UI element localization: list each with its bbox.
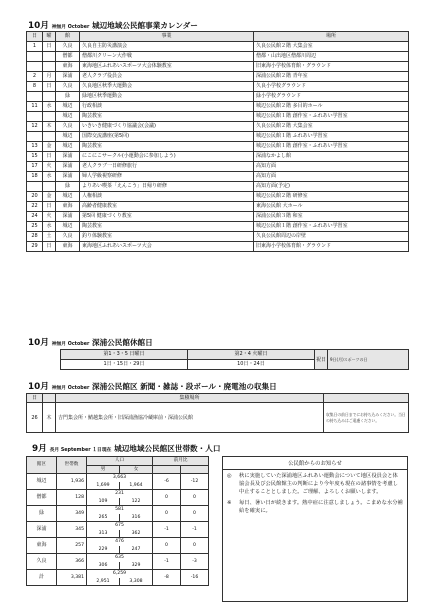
pop-households: 1,936 (57, 474, 87, 490)
calendar-row (27, 82, 409, 92)
pop-total: 476 (87, 538, 153, 546)
weekday-cell (43, 52, 56, 62)
pop-female: 1,964 (120, 482, 153, 490)
pop-total: 581 (87, 506, 153, 514)
pop-area: 緑 (27, 506, 57, 522)
weekday-cell: 土 (43, 232, 56, 242)
place-cell: 東海公民館 大ホール (254, 202, 409, 212)
place-cell: 緑小学校グラウンド (254, 92, 409, 102)
event-cell: 東海地区ふれあいスポーツ大会 (80, 242, 254, 252)
weekday-cell: 日 (43, 202, 56, 212)
header-day: 日 (27, 32, 43, 42)
pop-female: 316 (120, 514, 153, 522)
event-cell: 行政相談 (80, 102, 254, 112)
weekday-cell (43, 132, 56, 142)
population-row (27, 570, 209, 578)
notice-text: 毎日、暑い日が続きます。熱中症に注意しましょう。こまめな水分補給を確実に。 (239, 500, 403, 515)
header-weekday: 曜 (43, 32, 56, 42)
pop-diff-population: 0 (181, 490, 209, 506)
hall-cell: 久良 (56, 42, 80, 52)
place-cell: 深浦なかよし館 (254, 152, 409, 162)
notice-list (223, 470, 407, 516)
day-cell: 13 (27, 142, 43, 152)
weekday-cell: 水 (43, 222, 56, 232)
pop-male: 265 (87, 514, 120, 522)
calendar-header-row (27, 32, 409, 42)
calendar-row (27, 92, 409, 102)
day-cell: 15 (27, 152, 43, 162)
population-body (27, 474, 209, 586)
weekday-cell: 金 (43, 142, 56, 152)
weekday-cell: 金 (43, 192, 56, 202)
pop-diff-households: 0 (153, 538, 181, 554)
calendar-row (27, 162, 409, 172)
day-cell: 11 (27, 102, 43, 112)
pop-diff-population: -3 (181, 554, 209, 570)
calendar-title: 10月 神無月 October 城辺地域公民館事業カレンダー (28, 21, 198, 31)
hall-cell: 僧都 (56, 52, 80, 62)
notice-mark: ※ (227, 500, 232, 507)
pop-head-area: 館区 (27, 457, 57, 474)
event-cell: 陶芸教室 (80, 142, 254, 152)
calendar-row (27, 42, 409, 52)
pop-female: 3,308 (120, 578, 153, 586)
pop-total: 6,259 (87, 570, 153, 578)
day-cell (27, 62, 43, 72)
collection-title: 10月 神無月 October 深浦公民館区 新聞・雑誌・段ボール・廃電池の収集日 (28, 382, 277, 392)
hall-cell: 深浦 (56, 72, 80, 82)
pop-diff-households: -1 (153, 554, 181, 570)
day-cell (27, 182, 43, 192)
place-cell: 城辺公民館１階 創作室・ふれあい学習室 (254, 222, 409, 232)
hall-cell: 緑 (56, 92, 80, 102)
day-cell: 17 (27, 162, 43, 172)
weekday-cell: 水 (43, 102, 56, 112)
collection-note: 収集日の前日までにお持ち込みください。当日の持ち込みはご遠慮ください。 (324, 403, 409, 433)
calendar-row (27, 152, 409, 162)
day-cell: 24 (27, 212, 43, 222)
calendar-row (27, 232, 409, 242)
event-cell: よりあい喫茶「えんこう」日帰り研修 (80, 182, 254, 192)
place-cell: 旧東海小学校体育館・グラウンド (254, 242, 409, 252)
weekday-cell: 日 (43, 242, 56, 252)
pop-head-population: 人口 (87, 457, 153, 466)
day-cell (27, 112, 43, 122)
pop-households: 366 (57, 554, 87, 570)
event-cell: 婦人学級視察研修 (80, 172, 254, 182)
notice-item (227, 500, 403, 516)
closed-head-tuesdays: 第2・4 火曜日 (188, 350, 315, 360)
pop-head-households: 世帯数 (57, 457, 87, 474)
hall-cell: 深浦 (56, 212, 80, 222)
event-cell: 人権相談 (80, 192, 254, 202)
pop-area: 城辺 (27, 474, 57, 490)
events-calendar-table (26, 31, 409, 252)
pop-male: 1,699 (87, 482, 120, 490)
hall-cell: 久良 (56, 232, 80, 242)
place-cell: 深浦公民館３階 和室 (254, 212, 409, 222)
pop-male: 229 (87, 546, 120, 554)
pop-households: 3,381 (57, 570, 87, 586)
header-hall: 館 (56, 32, 80, 42)
pop-households: 257 (57, 538, 87, 554)
pop-households: 128 (57, 490, 87, 506)
place-cell: 高知方面 (254, 172, 409, 182)
weekday-cell (43, 182, 56, 192)
calendar-row (27, 142, 409, 152)
event-cell: 国際交流講座(第5回) (80, 132, 254, 142)
pop-head-female: 女 (120, 465, 153, 474)
pop-male: 306 (87, 562, 120, 570)
hall-cell: 城辺 (56, 222, 80, 232)
day-cell: 1 (27, 42, 43, 52)
hall-cell: 城辺 (56, 192, 80, 202)
population-row (27, 522, 209, 530)
place-cell: 城辺公民館１階 創作室・ふれあい学習室 (254, 112, 409, 122)
hall-cell: 城辺 (56, 102, 80, 112)
hall-cell: 東海 (56, 202, 80, 212)
pop-diff-population: 0 (181, 538, 209, 554)
notice-title: 公民館からのお知らせ (223, 457, 407, 470)
pop-female: 329 (120, 562, 153, 570)
event-cell: 陶芸教室 (80, 222, 254, 232)
place-cell: 久良公民館周辺の岸壁 (254, 232, 409, 242)
closed-holiday-note: 9日(月)スポーツの日 (328, 350, 409, 370)
closed-days-title: 10月 神無月 October 深浦公民館休館日 (28, 338, 153, 348)
event-cell: 久良地区秋季大運動会 (80, 82, 254, 92)
weekday-cell: 日 (43, 152, 56, 162)
population-row (27, 506, 209, 514)
closed-head-sundays: 第1・3・5 日曜日 (61, 350, 188, 360)
pop-area: 久良 (27, 554, 57, 570)
population-row (27, 538, 209, 546)
day-cell: 20 (27, 192, 43, 202)
notice-mark: ◎ (227, 473, 232, 479)
calendar-row (27, 182, 409, 192)
event-cell: にこにこサークル(小運動会に参加しよう) (80, 152, 254, 162)
hall-cell: 東海 (56, 242, 80, 252)
pop-diff-population: 0 (181, 506, 209, 522)
closed-days-table (60, 349, 409, 370)
pop-area: 深浦 (27, 522, 57, 538)
pop-total: 675 (87, 522, 153, 530)
pop-diff-households: -8 (153, 570, 181, 586)
hall-cell: 久良 (56, 122, 80, 132)
hall-cell: 深浦 (56, 162, 80, 172)
population-title: 9月 長月 September １日現在 城辺地域公民館区世帯数・人口 (32, 444, 221, 454)
calendar-row (27, 242, 409, 252)
pop-diff-population: -1 (181, 522, 209, 538)
pop-female: 247 (120, 546, 153, 554)
day-cell: 28 (27, 232, 43, 242)
calendar-row (27, 72, 409, 82)
place-cell: 久良公民館２階 大集会室 (254, 122, 409, 132)
collection-head-place: 集積場所 (56, 394, 324, 403)
day-cell (27, 52, 43, 62)
weekday-cell: 木 (43, 122, 56, 132)
notice-text: 秋に実施していた深浦地区ふれあい運動会について地区役員会と体協会長及び公民館館主の判断により今年度も現在の諸事情を考慮し中止することとしました。ご理解、よろしくお願いします。 (239, 473, 398, 495)
collection-head-day: 日 (27, 394, 43, 403)
hall-cell: 城辺 (56, 142, 80, 152)
pop-households: 345 (57, 522, 87, 538)
event-cell: いきいき健康づくり協議会(会議) (80, 122, 254, 132)
calendar-body (27, 42, 409, 252)
closed-tuesdays-dates: 10日・24日 (188, 360, 315, 370)
pop-diff-population: -12 (181, 474, 209, 490)
place-cell: 城辺公民館２階 多目的ホール (254, 102, 409, 112)
pop-area: 僧都 (27, 490, 57, 506)
weekday-cell (43, 112, 56, 122)
population-table (26, 456, 209, 586)
calendar-row (27, 212, 409, 222)
day-cell: 2 (27, 72, 43, 82)
pop-head-male: 男 (87, 465, 120, 474)
header-event: 事業 (80, 32, 254, 42)
weekday-cell: 火 (43, 162, 56, 172)
place-cell: 深浦公民館２階 青年室 (254, 72, 409, 82)
pop-area: 計 (27, 570, 57, 586)
population-row (27, 474, 209, 482)
pop-male: 313 (87, 530, 120, 538)
pop-households: 349 (57, 506, 87, 522)
notice-item (227, 473, 403, 496)
calendar-row (27, 112, 409, 122)
day-cell: 22 (27, 202, 43, 212)
hall-cell: 深浦 (56, 172, 80, 182)
pop-diff-households: 0 (153, 490, 181, 506)
pop-total: 3,663 (87, 474, 153, 482)
calendar-row (27, 192, 409, 202)
calendar-row (27, 52, 409, 62)
event-cell: 緑地区秋季運動会 (80, 92, 254, 102)
calendar-row (27, 172, 409, 182)
event-cell: 釣り体験教室 (80, 232, 254, 242)
place-cell: 久良公民館２階 大集会室 (254, 42, 409, 52)
collection-places: 吉門集会所・鯖越集会所・旧深浦漁協冷蔵庫前・深浦公民館 (56, 403, 324, 433)
day-cell: 18 (27, 172, 43, 182)
hall-cell: 東海 (56, 62, 80, 72)
pop-male: 2,951 (87, 578, 120, 586)
place-cell: 高知方面(予定) (254, 182, 409, 192)
header-place: 場所 (254, 32, 409, 42)
day-cell (27, 132, 43, 142)
place-cell: 城辺公民館１階 創作室・ふれあい学習室 (254, 142, 409, 152)
weekday-cell (43, 92, 56, 102)
notice-box (222, 456, 408, 602)
place-cell: 城辺公民館１階 ふれあい学習室 (254, 132, 409, 142)
calendar-row (27, 102, 409, 112)
day-cell: 29 (27, 242, 43, 252)
pop-head-prev: 前月比 (153, 457, 209, 466)
event-cell: 高齢者健康教室 (80, 202, 254, 212)
closed-head-holiday: 祝日 (315, 350, 328, 370)
calendar-row (27, 222, 409, 232)
pop-male: 109 (87, 498, 120, 506)
weekday-cell (43, 62, 56, 72)
hall-cell: 深浦 (56, 152, 80, 162)
collection-table (26, 393, 409, 433)
pop-total: 635 (87, 554, 153, 562)
weekday-cell: 月 (43, 72, 56, 82)
calendar-row (27, 202, 409, 212)
place-cell: 城辺公民館２階 研修室 (254, 192, 409, 202)
closed-sundays-dates: 1日・15日・29日 (61, 360, 188, 370)
hall-cell: 城辺 (56, 132, 80, 142)
pop-diff-households: -6 (153, 474, 181, 490)
hall-cell: 緑 (56, 182, 80, 192)
weekday-cell: 火 (43, 212, 56, 222)
weekday-cell: 水 (43, 172, 56, 182)
calendar-row (27, 122, 409, 132)
pop-female: 362 (120, 530, 153, 538)
pop-female: 122 (120, 498, 153, 506)
event-cell: 老人クラブ役員会 (80, 72, 254, 82)
population-row (27, 490, 209, 498)
place-cell: 高知方面 (254, 162, 409, 172)
place-cell: 僧都・山出地区僧都川周辺 (254, 52, 409, 62)
hall-cell: 久良 (56, 82, 80, 92)
weekday-cell: 日 (43, 82, 56, 92)
place-cell: 旧東海小学校体育館・グラウンド (254, 62, 409, 72)
day-cell (27, 92, 43, 102)
event-cell: 東海地区ふれあいスポーツ大会体験教室 (80, 62, 254, 72)
day-cell: 12 (27, 122, 43, 132)
day-cell: 8 (27, 82, 43, 92)
pop-diff-households: -1 (153, 522, 181, 538)
pop-area: 東海 (27, 538, 57, 554)
pop-diff-population: -16 (181, 570, 209, 586)
weekday-cell: 日 (43, 42, 56, 52)
event-cell: 第5回 健康づくり教室 (80, 212, 254, 222)
hall-cell: 城辺 (56, 112, 80, 122)
pop-diff-households: 0 (153, 506, 181, 522)
collection-day: 26 (27, 403, 43, 433)
population-row (27, 554, 209, 562)
place-cell: 久良小学校グラウンド (254, 82, 409, 92)
collection-weekday: 木 (43, 403, 56, 433)
event-cell: 老人クラブ一日研修旅行 (80, 162, 254, 172)
calendar-row (27, 132, 409, 142)
event-cell: 僧都川クリーン大作戦 (80, 52, 254, 62)
day-cell: 25 (27, 222, 43, 232)
event-cell: 陶芸教室 (80, 112, 254, 122)
event-cell: 久良自主防災講演会 (80, 42, 254, 52)
pop-total: 231 (87, 490, 153, 498)
calendar-row (27, 62, 409, 72)
